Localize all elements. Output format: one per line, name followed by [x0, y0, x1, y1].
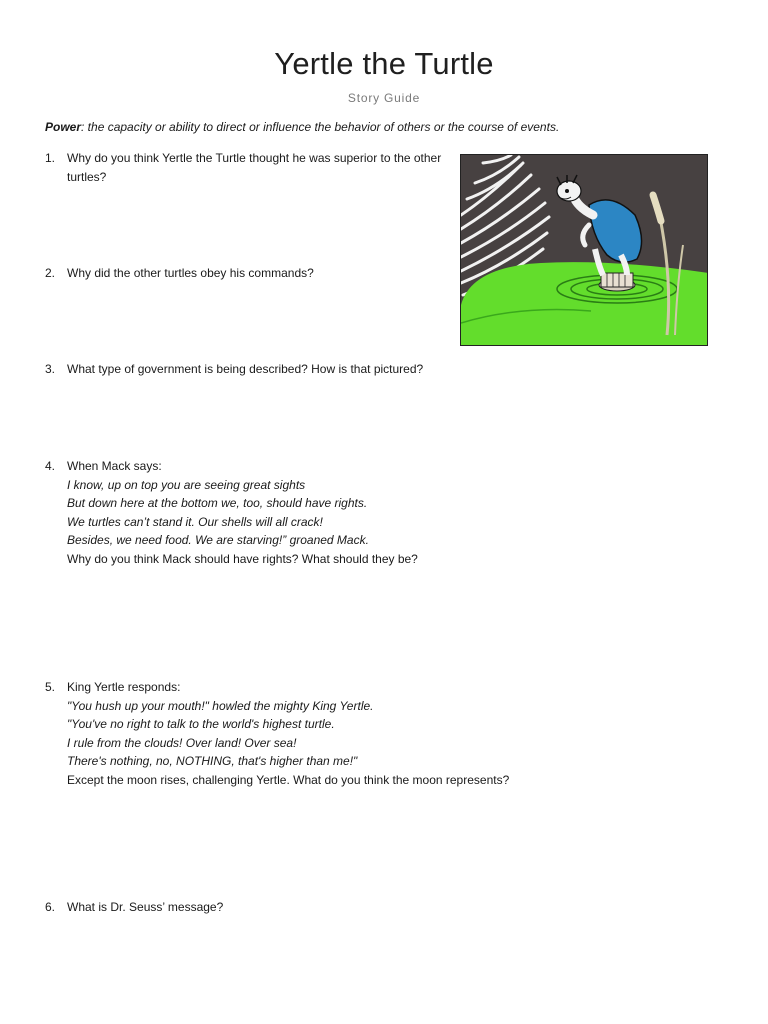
question-number: 1. [45, 151, 56, 165]
question-intro: When Mack says: [67, 459, 162, 473]
question-text: What is Dr. Seuss’ message? [67, 900, 224, 914]
page-subtitle: Story Guide [347, 91, 421, 105]
verse-line: Besides, we need food. We are starving!” groaned Mack. [67, 533, 369, 547]
definition-text: : the capacity or ability to direct or influence the behavior of others or the course of events. [81, 120, 560, 134]
question-number: 4. [45, 459, 56, 473]
verse-line: There's nothing, no, NOTHING, that's higher than me!" [67, 754, 358, 768]
question-text: Why did the other turtles obey his commands? [67, 266, 314, 280]
question-intro: King Yertle responds: [67, 680, 181, 694]
page-title: Yertle the Turtle [274, 46, 494, 81]
verse-line: We turtles can’t stand it. Our shells will all crack! [67, 514, 323, 529]
question-prompt: Except the moon rises, challenging Yertle. What do you think the moon represents? [67, 772, 510, 787]
verse-line: I rule from the clouds! Over land! Over sea! [67, 735, 297, 750]
question-number: 5. [45, 680, 56, 694]
power-definition [45, 120, 735, 134]
turtle-illustration [460, 154, 708, 346]
definition-term: Power [45, 120, 82, 134]
question-text: What type of government is being described? How is that pictured? [67, 362, 424, 376]
verse-line: "You've no right to talk to the world's highest turtle. [67, 717, 335, 731]
question-number: 6. [45, 900, 56, 914]
question-6 [45, 898, 735, 917]
question-5 [45, 678, 735, 789]
question-number: 2. [45, 266, 56, 280]
question-3 [45, 360, 735, 379]
question-number: 3. [45, 362, 56, 376]
verse-line: I know, up on top you are seeing great sights [67, 477, 306, 492]
verse-line: But down here at the bottom we, too, should have rights. [67, 496, 368, 510]
question-4 [45, 457, 735, 568]
question-prompt: Why do you think Mack should have rights? What should they be? [67, 551, 418, 566]
turtle-on-pond-icon [461, 155, 708, 346]
question-text: Why do you think Yertle the Turtle thought he was superior to the other turtles? [67, 151, 442, 184]
question-1 [45, 149, 445, 186]
verse-line: "You hush up your mouth!" howled the mighty King Yertle. [67, 698, 374, 713]
